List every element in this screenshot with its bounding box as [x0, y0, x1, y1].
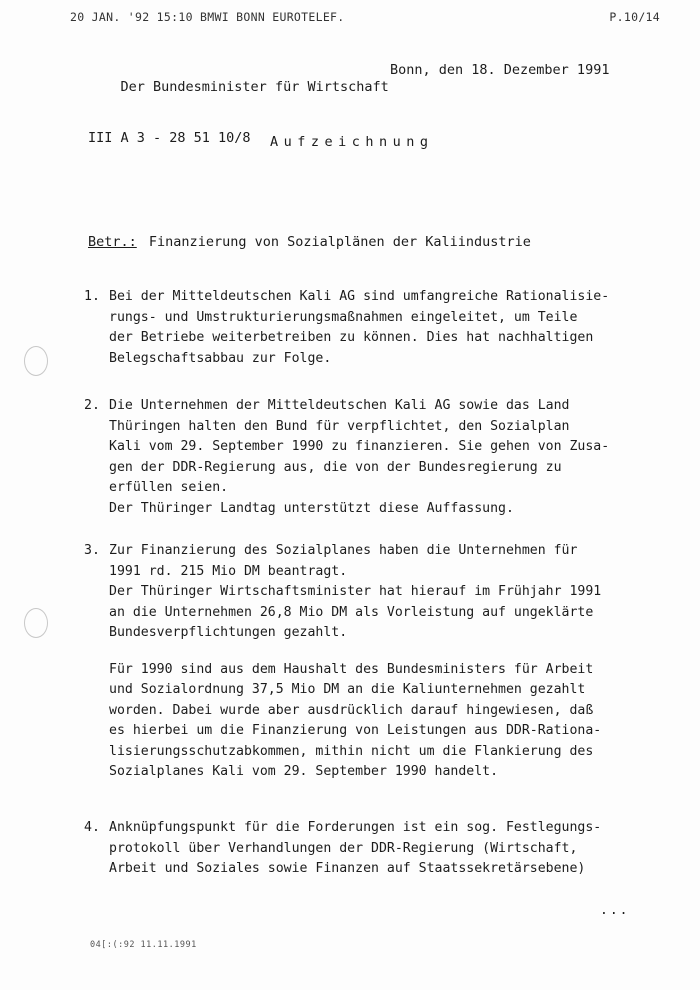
text-line: Bei der Mitteldeutschen Kali AG sind umfangreiche Rationalisie- — [109, 289, 610, 304]
punch-hole-mark — [24, 608, 48, 638]
text-line: Zur Finanzierung des Sozialplanes haben die Unternehmen für — [109, 543, 578, 558]
text-line: Arbeit und Soziales sowie Finanzen auf Staatssekretärsebene) — [109, 861, 586, 876]
text-line: Kali vom 29. September 1990 zu finanzieren. Sie gehen von Zusa- — [109, 439, 610, 454]
item-text — [109, 287, 649, 369]
item-number: 1. — [84, 289, 100, 304]
sender-name: Der Bundesminister für Wirtschaft — [120, 79, 389, 95]
text-line: Bundesverpflichtungen gezahlt. — [109, 625, 348, 640]
item-number: 2. — [84, 398, 100, 413]
text-line: erfüllen seien. — [109, 480, 229, 495]
reference-number: III A 3 - 28 51 10/8 — [88, 130, 251, 146]
text-line: worden. Dabei wurde aber ausdrücklich darauf hingewiesen, daß — [109, 702, 594, 718]
letterhead — [88, 62, 618, 181]
item-text — [109, 396, 649, 519]
text-line: Der Thüringer Wirtschaftsminister hat hierauf im Frühjahr 1991 — [109, 584, 602, 599]
text-line: gen der DDR-Regierung aus, die von der Bundesregierung zu — [109, 459, 562, 475]
document-title: Aufzeichnung — [270, 134, 434, 150]
text-line: der Betriebe weiterbetreiben zu können. Dies hat nachhaltigen — [109, 330, 594, 345]
subject-label: Betr.: — [88, 234, 137, 250]
footer-code: 04[:(:92 11.11.1991 — [90, 940, 197, 950]
text-line: Belegschaftsabbau zur Folge. — [109, 350, 332, 366]
punch-hole-mark — [24, 346, 48, 376]
subject-line — [88, 234, 531, 250]
text-line: lisierungsschutzabkommen, mithin nicht um die Flankierung des — [109, 743, 594, 759]
text-line: es hierbei um die Finanzierung von Leistungen aus DDR-Rationa- — [109, 723, 602, 738]
fax-page-number: P.10/14 — [609, 10, 660, 24]
text-line: 1991 rd. 215 Mio DM beantragt. — [109, 563, 348, 579]
item-number: 3. — [84, 543, 100, 558]
text-line: Thüringen halten den Bund für verpflichtet, den Sozialplan — [109, 418, 570, 434]
text-line: Sozialplanes Kali vom 29. September 1990 handelt. — [109, 764, 499, 779]
subject-text: Finanzierung von Sozialplänen der Kaliindustrie — [148, 234, 531, 250]
text-line: Anknüpfungspunkt für die Forderungen ist ein sog. Festlegungs- — [109, 820, 602, 835]
item-text — [109, 541, 649, 783]
fax-header-info: 20 JAN. '92 15:10 BMWI BONN EUROTELEF. — [70, 10, 345, 24]
text-line: und Sozialordnung 37,5 Mio DM an die Kaliunternehmen gezahlt — [109, 682, 586, 697]
place-date: Bonn, den 18. Dezember 1991 — [390, 62, 610, 78]
text-line: Die Unternehmen der Mitteldeutschen Kali AG sowie das Land — [109, 398, 570, 413]
text-line: protokoll über Verhandlungen der DDR-Regierung (Wirtschaft, — [109, 840, 578, 856]
text-line: rungs- und Umstrukturierungsmaßnahmen eingeleitet, um Teile — [109, 309, 578, 325]
text-line: Der Thüringer Landtag unterstützt diese Auffassung. — [109, 500, 514, 516]
continuation-marker: ... — [600, 903, 630, 918]
paragraph-gap — [109, 644, 649, 660]
text-line: Für 1990 sind aus dem Haushalt des Bundesministers für Arbeit — [109, 661, 594, 677]
item-number: 4. — [84, 820, 100, 835]
text-line: an die Unternehmen 26,8 Mio DM als Vorleistung auf ungeklärte — [109, 604, 594, 620]
item-text — [109, 818, 649, 880]
